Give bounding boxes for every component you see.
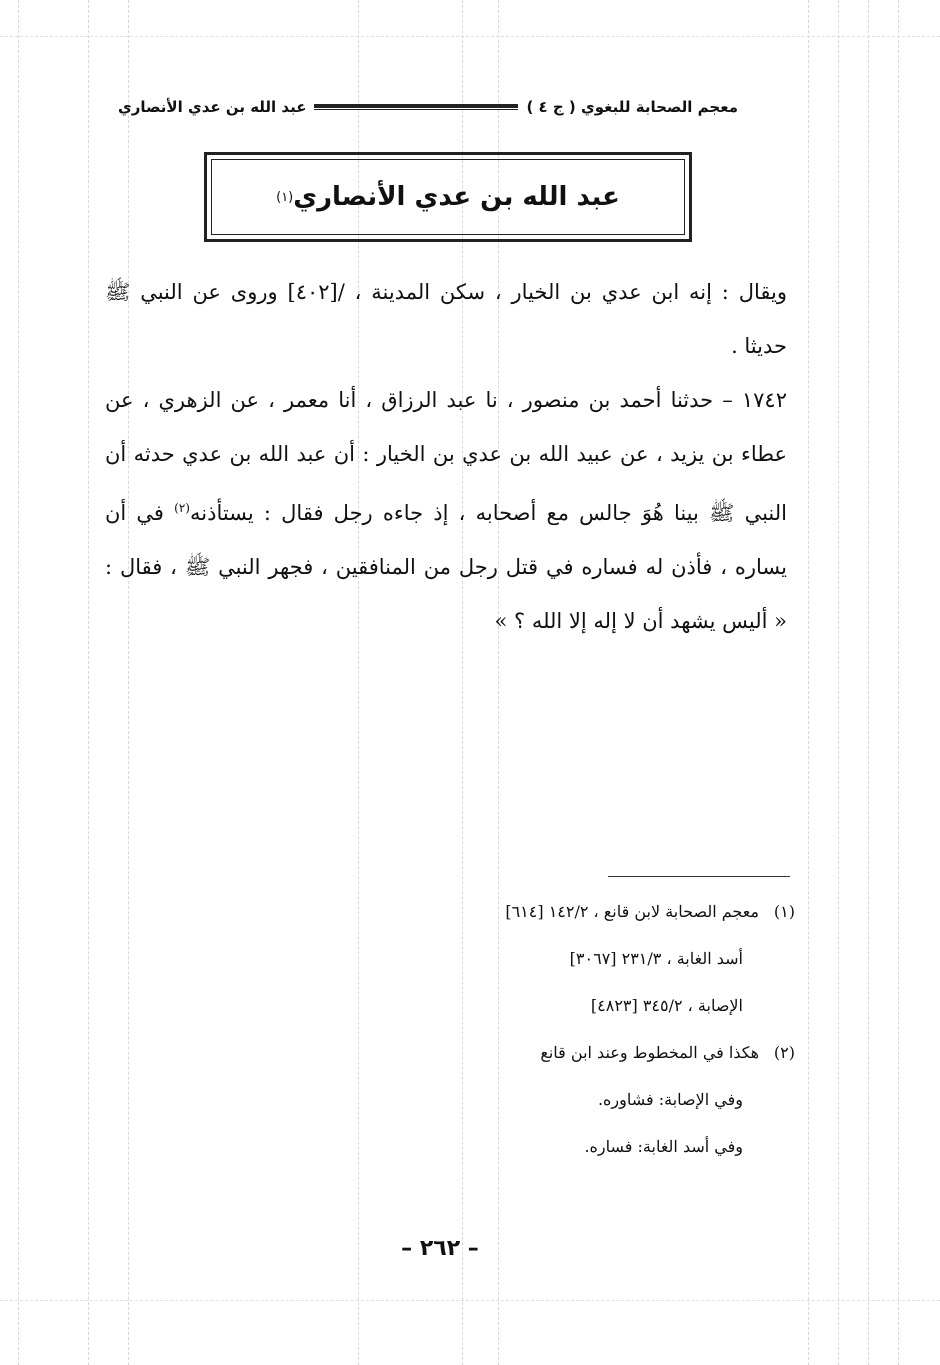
footnote-1-cont <box>395 947 743 971</box>
footnote-number: (٢) <box>773 1043 795 1062</box>
intro-paragraph: ويقال : إنه ابن عدي بن الخيار ، سكن المدينة ، /[٤٠٢] وروى عن النبي ﷺ حديثا . <box>105 280 787 358</box>
footnote-text: معجم الصحابة لابن قانع ، ١٤٢/٢ [٦١٤] <box>505 902 759 921</box>
entry-title-text: عبد الله بن عدي الأنصاري <box>293 182 620 212</box>
footnote-1 <box>395 900 795 924</box>
footnote-1-cont <box>395 994 743 1018</box>
footnote-number: (١) <box>773 902 795 921</box>
footnote-2-cont <box>395 1135 743 1159</box>
page-number: – ٢٦٢ – <box>401 1236 479 1261</box>
running-header <box>118 92 738 122</box>
hadith-text-part2: في أن يساره ، فأذن له فساره في قتل رجل من المنافقين ، فجهر النبي ﷺ ، فقال : « أليس يشهد أن لا إله إلا الله ؟ » <box>105 501 787 633</box>
footnotes <box>395 900 795 1182</box>
footnote-2-cont <box>395 1088 743 1112</box>
footnote-text: هكذا في المخطوط وعند ابن قانع <box>540 1043 759 1062</box>
footnote-separator <box>608 876 790 877</box>
footnote-text: وفي الإصابة: فشاوره. <box>597 1090 743 1109</box>
footnote-text: الإصابة ، ٣٤٥/٢ [٤٨٢٣] <box>590 996 743 1015</box>
footnote-2 <box>395 1041 795 1065</box>
title-footnote-ref: (١) <box>276 189 294 205</box>
header-entry-title: عبد الله بن عدي الأنصاري <box>118 98 307 116</box>
hadith-text-part1: ١٧٤٢ – حدثنا أحمد بن منصور ، نا عبد الرزاق ، أنا معمر ، عن الزهري ، عن عطاء بن يزيد ، عن عبيد الله بن عدي بن الخيار : أن عبد الله بن عدي حدثه أن النبي ﷺ بينا هُوَ جالس مع أصحابه ، إذ جاءه رجل فقال : يستأذنه <box>105 388 787 525</box>
entry-title <box>211 159 685 235</box>
main-text <box>105 265 787 648</box>
header-rule <box>314 104 518 110</box>
hadith-footnote-ref: (٢) <box>174 501 190 515</box>
hadith-paragraph <box>105 373 787 648</box>
entry-title-box <box>204 152 692 242</box>
header-book-title: معجم الصحابة للبغوي ( ج ٤ ) <box>526 98 738 116</box>
footnote-text: وفي أسد الغابة: فساره. <box>584 1137 743 1156</box>
footnote-text: أسد الغابة ، ٢٣١/٣ [٣٠٦٧] <box>569 949 743 968</box>
